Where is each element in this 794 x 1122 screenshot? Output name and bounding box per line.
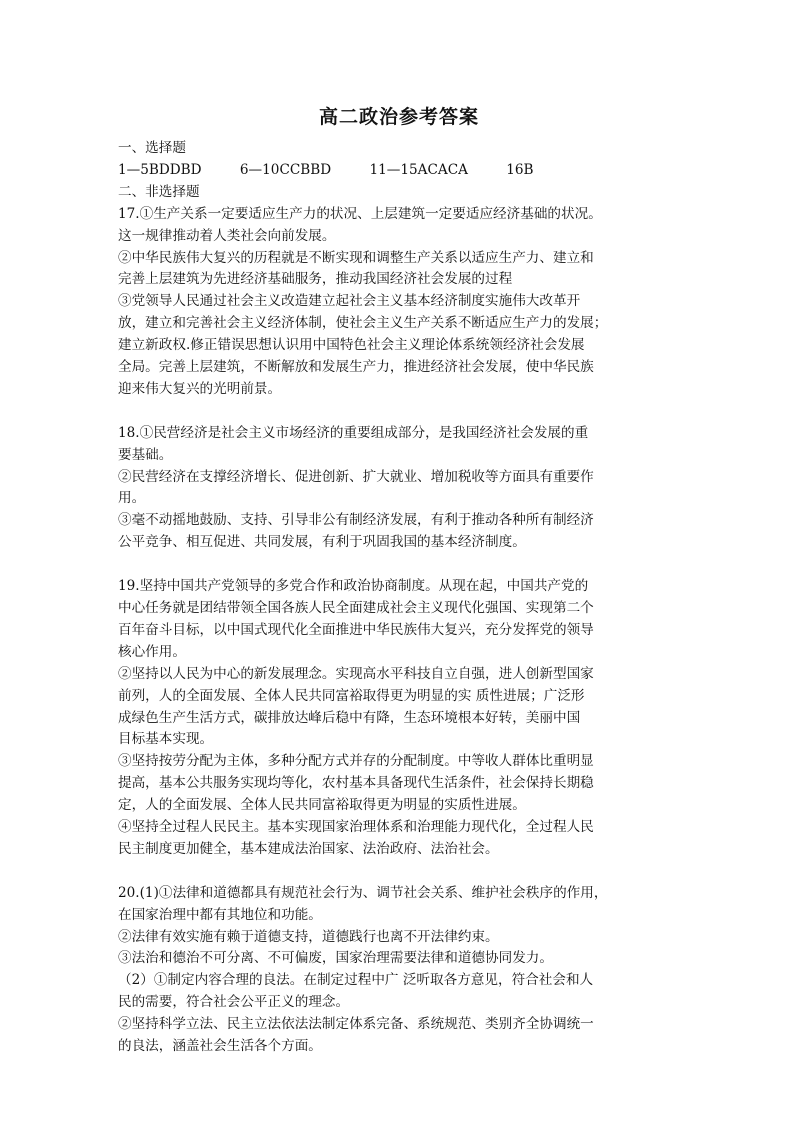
text-line: ③党领导人民通过社会主义改造建立起社会主义基本经济制度实施伟大改革开 — [118, 293, 581, 310]
text-line: 用。 — [118, 490, 146, 507]
text-line: 前列，人的全面发展、全体人民共同富裕取得更为明显的实 质性进展；广泛形 — [118, 687, 585, 704]
text-line: 全局。完善上层建筑，不断解放和发展生产力，推进经济社会发展，使中华民族 — [118, 359, 594, 376]
question-20-answer — [118, 883, 680, 1058]
text-line: ②民营经济在支撑经济增长、促进创新、扩大就业、增加税收等方面具有重要作 — [118, 468, 594, 485]
section-heading-nonchoice: 二、非选择题 — [118, 183, 200, 200]
answer-group-11-15: 11—15ACACA — [369, 161, 468, 178]
answer-group-1-5: 1—5BDDBD — [118, 161, 202, 178]
text-line: 的良法，涵盖社会生活各个方面。 — [118, 1038, 322, 1055]
text-line: ③毫不动摇地鼓励、支持、引导非公有制经济发展，有利于推动各种所有制经济 — [118, 512, 594, 529]
text-line: 完善上层建筑为先进经济基础服务，推动我国经济社会发展的过程 — [118, 271, 513, 288]
text-line: 成绿色生产生活方式，碳排放达峰后稳中有降，生态环境根本好转，美丽中国 — [118, 709, 581, 726]
choice-answers — [118, 160, 680, 182]
section-heading-choice: 一、选择题 — [118, 140, 186, 156]
text-line: 公平竞争、相互促进、共同发展，有利于巩固我国的基本经济制度。 — [118, 534, 526, 551]
text-line: ②法律有效实施有赖于道德支持，道德践行也离不开法律约束。 — [118, 928, 499, 945]
text-line: 这一规律推动着人类社会向前发展。 — [118, 227, 336, 244]
answer-group-6-10: 6—10CCBBD — [239, 161, 332, 178]
text-line: 中心任务就是团结带领全国各族人民全面建成社会主义现代化强国、实现第二个 — [118, 600, 594, 616]
text-line: ②坚持以人民为中心的新发展理念。实现高水平科技自立自强，进人创新型国家 — [118, 665, 594, 682]
text-line: 提高，基本公共服务实现均等化，农村基本具备现代生活条件，社会保持长期稳 — [118, 775, 594, 792]
text-line: 17.①生产关系一定要适应生产力的状况、上层建筑一定要适应经济基础的状况。 — [118, 205, 602, 222]
text-line: 迎来伟大复兴的光明前景。 — [118, 380, 282, 397]
text-line: 18.①民营经济是社会主义市场经济的重要组成部分，是我国经济社会发展的重 — [118, 424, 589, 441]
document-title: 高二政治参考答案 — [318, 106, 479, 128]
text-line: ③坚持按劳分配为主体，多种分配方式并存的分配制度。中等收人群体比重明显 — [118, 753, 594, 770]
text-line: 目标基本实现。 — [118, 731, 214, 748]
answer-group-16: 16B — [506, 161, 534, 178]
question-19-answer — [118, 576, 680, 861]
question-17-answer — [118, 204, 680, 401]
text-line: 20.(1)①法律和道德都具有规范社会行为、调节社会关系、维护社会秩序的作用， — [118, 884, 608, 901]
text-line: 定，人的全面发展、全体人民共同富裕取得更为明显的实质性进展。 — [118, 797, 526, 814]
text-line: 放，建立和完善社会主义经济体制，使社会主义生产关系不断适应生产力的发展； — [118, 315, 608, 332]
paragraph-gap — [118, 554, 680, 576]
text-line: 在国家治理中都有其地位和功能。 — [118, 906, 322, 923]
text-line: （2）①制定内容合理的良法。在制定过程中广 泛听取各方意见，符合社会和人 — [118, 972, 594, 989]
text-line: ②中华民族伟大复兴的历程就是不断实现和调整生产关系以适应生产力、建立和 — [118, 249, 594, 266]
text-line: 建立新政权.修正错误思想认识用中国特色社会主义理论体系统领经济社会发展 — [118, 337, 585, 354]
text-line: 百年奋斗目标，以中国式现代化全面推进中华民族伟大复兴，充分发挥党的领导 — [118, 621, 594, 638]
text-line: 民的需要，符合社会公平正义的理念。 — [118, 994, 350, 1011]
text-line: 民主制度更加健全，基本建成法治国家、法治政府、法治社会。 — [118, 840, 499, 857]
text-line: 19.坚持中国共产党领导的多党合作和政治协商制度。从现在起，中国共产党的 — [118, 578, 589, 595]
text-line: 核心作用。 — [118, 643, 186, 660]
paragraph-gap — [118, 401, 680, 423]
question-18-answer — [118, 423, 680, 554]
paragraph-gap — [118, 861, 680, 883]
text-line: ③法治和德治不可分离、不可偏废，国家治理需要法律和道德协同发力。 — [118, 950, 553, 967]
text-line: ④坚持全过程人民民主。基本实现国家治理体系和治理能力现代化，全过程人民 — [118, 819, 594, 836]
text-line: ②坚持科学立法、民主立法依法法制定体系完备、系统规范、类别齐全协调统一 — [118, 1016, 594, 1033]
answer-document — [118, 103, 680, 1058]
text-line: 要基础。 — [118, 446, 173, 463]
